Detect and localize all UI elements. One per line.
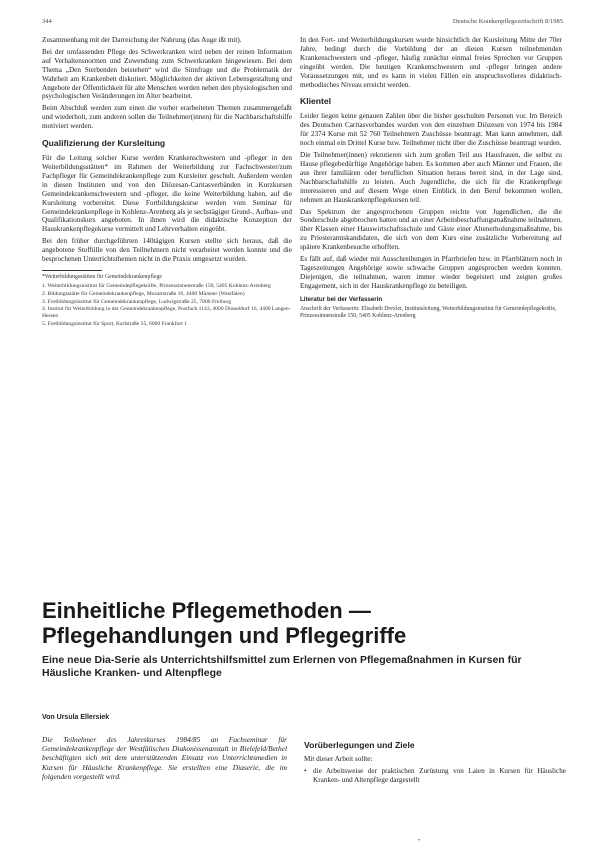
paragraph: Mit dieser Arbeit sollte: — [304, 755, 373, 763]
paragraph: Bei der umfassenden Pflege des Schwerkranken wird neben der reinen Information auf Verhaltensnormen und Zuwendung zum Schwerkranken hingewiesen. Bei dem Thema „Den Sterbenden beistehen“ wird die Sinnfrage und die Problematik der Wahrheit am Krankenbett diskutiert. Möglichkeiten der aktiven Lebensgestaltung und Angebote der Öffentlichkeit für alte Menschen werden neben den physiologischen und psychologischen Veränderungen im Alter bearbeitet. — [42, 47, 292, 101]
author-address: Anschrift der Verfasserin: Elisabeth Drexler, Institutsleitung, Weiterbildungsinstitut für Gemeindepflegekräfte, Prinzessinnenstraße 150, 5405 Koblenz-Arenberg — [300, 305, 557, 319]
page-mark: • — [418, 838, 421, 844]
paragraph: In den Fort- und Weiterbildungskursen wurde hinsichtlich der Kursleitung Mitte der 70er Jahre, bedingt durch die Vorbildung der an diesen Kursen teilnehmenden Krankenschwestern und -pfleger, häufig zunächst einmal freies Sprechen vor Gruppen eingeübt werden. Die heutigen Krankenschwestern und -pfleger bringen andere Voraussetzungen mit, und es kann in vielen Fällen ein anspruchsvolleres didaktisch-methodisches Niveau erreicht werden. — [300, 36, 562, 89]
section-heading: Qualifizierung der Kursleitung — [42, 138, 166, 149]
paragraph: Das Spektrum der angesprochenen Gruppen reichte von Jugendlichen, die die Sonderschule abgebrochen hatten und an einer Arbeitsbeschaffungsmaßnahme teilnahmen, über Klassen einer Hauswirtschaftsschule und Gäste einer Altenerholungsmaßnahme, bis zu Priesteramtskandidaten, die sich von dem Kurs eine zusätzliche Vorbereitung auf spätere Krankenbesuche erhofften. — [300, 207, 562, 252]
paragraph: Bei den früher durchgeführten 140tägigen Kursen stellte sich heraus, daß die angebotene Stoffülle von den Teilnehmern nicht verarbeitet werden konnte und die besprochenen Unterrichtsthemen nicht in die Praxis umgesetzt wurden. — [42, 237, 292, 264]
footnote: 4. Institut für Weiterbildung in der Gemeindekrankenpflege, Postfach 1143, 4000 Düsseldorf 16, 4400 Langen-Hessen — [42, 306, 291, 320]
paragraph: Es fällt auf, daß wieder mit Ausschreibungen in Pfarrbriefen bzw. in Pfarrblättern noch in Tageszeitungen Angehörige sowie schwache Gruppen angesprochen werden konnten. Diejenigen, die teilnahmen, waren immer wieder begeistert und zeigten großes Engagement, sich in der Hauskrankenpflege zu beteiligen. — [300, 255, 562, 290]
article-section — [304, 740, 566, 785]
paragraph: Die Teilnehmer(innen) rekrutieren sich zum großen Teil aus Hausfrauen, die selbst zu Hause pflegebedürftige Angehörige haben. Es kommen aber auch Männer und Frauen, die aus ihrer familiären oder beruflichen Situation heraus bereit sind, in der Lage sind, Nachbarschaftshilfe zu leisten. Auch Jugendliche, die sich für die Krankenpflege interessieren und auf diesem Wege einen Einblick in den Beruf bekommen wollen, nehmen an Hauskrankenpflegekursen teil. — [300, 151, 562, 204]
article-title: Einheitliche Pflegemethoden — Pflegehandlungen und Pflegegriffe — [42, 598, 407, 648]
section-heading: Klientel — [300, 96, 332, 107]
paragraph: Für die Leitung solcher Kurse werden Krankenschwestern und -pfleger in den Weiterbildungsstätten* im Rahmen der Weiterbildung zur Fachschwester/zum Fachpfleger für Gemeindekrankenpflege zum Kursleiter geschult. Außerdem werden in diesen Instituten und von den Diözesan-Caritasverbänden in Kurzkursen Gemeindekrankenschwestern und -pfleger, die keine Weiterbildung haben, auf die Kursleitung vorbereitet. Diese Fortbildungskurse werden vom Seminar für Gemeindekrankenpflege in Koblenz-Arenberg als je sechstägiger Grund-, Aufbau- und Qualifikationskurs angeboten. In ihnen wird die didaktische Konzeption der Hauskrankenpflegekurse vermittelt und Lehrverhalten eingeübt. — [42, 154, 292, 234]
footnote-rule — [42, 270, 102, 271]
footnote: 2. Bildungsstätte für Gemeindekrankenpflege, Mozartstraße 16, 4400 Münster (Westfalen) — [42, 290, 245, 297]
footnote: 5. Fortbildungsinstitut für Sport, Karlstraße 35, 6000 Frankfurt 1 — [42, 320, 187, 327]
right-column — [300, 36, 562, 591]
journal-title: Deutsche Krankenpflegezeitschrift 8/1985 — [452, 18, 563, 25]
left-column — [42, 36, 292, 591]
bullet-text: die Arbeitsweise der praktischen Zurüstung von Laien in Kursen für Häusliche Kranken- und Altenpflege dargestellt — [313, 767, 566, 784]
byline: Von Ursula Ellersiek — [42, 714, 110, 721]
article-subtitle: Eine neue Dia-Serie als Unterrichtshilfsmittel zum Erlernen von Pflegemaßnahmen in Kursen für Häusliche Kranken- und Altenpflege — [42, 654, 522, 679]
bullet-marker: • — [304, 767, 307, 775]
page-number: 344 — [42, 18, 52, 25]
footnote: 3. Fortbildungsinstitut für Gemeindekrankenpflege, Ludwigstraße 25, 7800 Freiburg — [42, 298, 232, 305]
running-head — [42, 18, 563, 30]
paragraph: Zusammenhang mit der Darreichung der Nahrung (das Auge ißt mit). — [42, 36, 242, 44]
section-heading: Vorüberlegungen und Ziele — [304, 740, 415, 750]
article-intro: Die Teilnehmer des Jahreskurses 1984/85 an Fachseminar für Gemeindekrankenpflege der Westfälischen Diakonissenanstalt in Bielefeld/Bethel beschäftigten sich mit dem unterstützenden Einsatz von Unterrichtsmedien in Kursen für Häusliche Krankenpflege. Sie erstellten eine Diaserie, die im folgenden vorgestellt wird. — [42, 735, 287, 781]
footnote-heading: *Weiterbildungsstätten für Gemeindekrankenpflege — [42, 273, 162, 280]
paragraph: Leider liegen keine genauen Zahlen über die bisher geschulten Personen vor. Im Bereich des Deutschen Caritasverbandes wurden von den einzelnen Diözesen von 1974 bis 1984 für 2374 Kurse mit 52 760 Teilnehmern Zuschüsse beantragt. Man kann annehmen, daß noch einmal ein Drittel Kurse bzw. Teilnehmer nicht über die Zuschüsse beantragt wurden. — [300, 112, 562, 148]
paragraph: Beim Abschluß werden zum einen die vorher erarbeiteten Themen zusammengefaßt und wiederholt, zum anderen sollen die Teilnehmer(innen) für die Nachbarschaftshilfe motiviert werden. — [42, 104, 292, 131]
footnote: 1. Weiterbildungsinstitut für Gemeindepflegekräfte, Prinzessinnenstraße 150, 5405 Koblenz-Arenberg — [42, 282, 271, 289]
article-header — [42, 598, 567, 680]
bullet-item — [304, 767, 566, 785]
literature-note: Literatur bei der Verfasserin — [300, 295, 383, 303]
